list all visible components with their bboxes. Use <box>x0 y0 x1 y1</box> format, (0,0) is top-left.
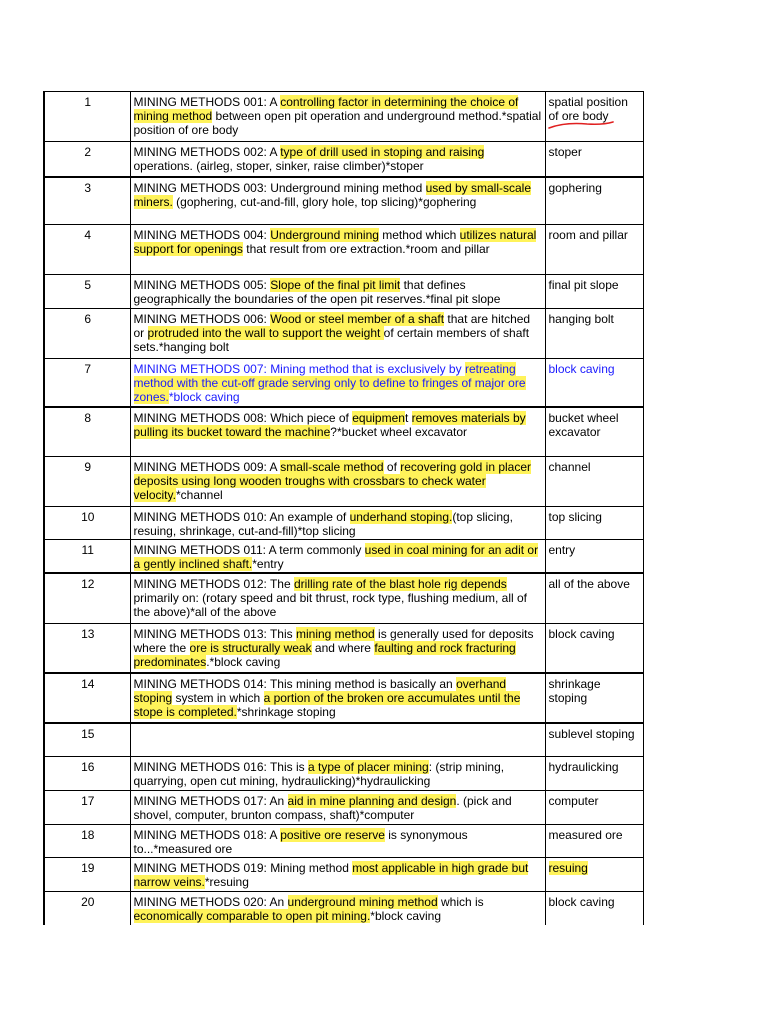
row-number: 2 <box>44 142 130 177</box>
question-text: MINING METHODS 008: Which piece of <box>133 410 353 425</box>
row-number: 13 <box>44 623 130 673</box>
row-number: 14 <box>44 673 130 723</box>
question-text: MINING METHODS 019: Mining method <box>133 860 353 875</box>
question-text: MINING METHODS 016: This is <box>133 759 308 774</box>
answer-cell <box>545 359 643 407</box>
question-text: MINING METHODS 007: Mining method that is exclusively by <box>133 362 465 376</box>
question-text: of <box>383 460 401 474</box>
question-text: *shrinkage stoping <box>236 705 336 719</box>
row-number: 1 <box>44 92 130 142</box>
question-text: *block caving <box>168 390 240 404</box>
highlighted-text: used by small-scale miners. <box>133 180 531 209</box>
answer-text: gophering <box>548 180 602 195</box>
highlighted-text: positive ore reserve <box>280 827 385 842</box>
question-text: MINING METHODS 003: Underground mining method <box>133 180 426 195</box>
question-text: MINING METHODS 005: <box>133 278 271 292</box>
question-cell <box>130 891 545 925</box>
answer-cell <box>545 540 643 574</box>
row-number: 5 <box>44 275 130 309</box>
table-row <box>44 359 643 407</box>
row-number: 19 <box>44 857 130 891</box>
question-text: MINING METHODS 012: The <box>133 577 294 591</box>
question-cell <box>130 359 545 407</box>
answer-cell <box>545 225 643 275</box>
question-text: MINING METHODS 009: A <box>133 460 281 474</box>
question-text: *resuing <box>204 874 249 889</box>
row-number: 9 <box>44 457 130 507</box>
red-underline-mark <box>547 121 617 131</box>
highlighted-text: controlling factor in determining the choice of mining method <box>133 95 519 123</box>
highlighted-text: faulting and rock fracturing predominates <box>133 640 516 669</box>
question-table-body <box>44 92 643 926</box>
table-row <box>44 573 643 623</box>
highlighted-text: underhand stoping. <box>349 510 453 524</box>
question-text: (top slicing, resuing, shrinkage, cut-and-fill)*top slicing <box>133 510 514 538</box>
question-cell <box>130 275 545 309</box>
table-row <box>44 824 643 857</box>
question-cell <box>130 540 545 574</box>
row-number: 12 <box>44 573 130 623</box>
row-number: 18 <box>44 824 130 857</box>
answer-cell <box>545 142 643 177</box>
answer-text: spatial position of ore body <box>548 95 628 123</box>
highlighted-text: Slope of the final pit limit <box>270 278 401 292</box>
question-cell <box>130 177 545 225</box>
table-row <box>44 92 643 142</box>
question-text: *channel <box>175 488 223 502</box>
answer-text: sublevel stoping <box>548 727 635 741</box>
question-cell <box>130 407 545 457</box>
answer-text: bucket wheel excavator <box>548 410 619 439</box>
question-text: MINING METHODS 011: A term commonly <box>133 543 365 557</box>
table-row <box>44 177 643 225</box>
row-number: 10 <box>44 507 130 540</box>
question-cell <box>130 790 545 824</box>
question-cell <box>130 309 545 359</box>
question-text: MINING METHODS 017: An <box>133 793 288 808</box>
table-row <box>44 507 643 540</box>
question-text: that defines geographically the boundaries of the open pit reserves.*final pit slope <box>133 278 501 306</box>
question-text: MINING METHODS 004: <box>133 228 271 242</box>
answer-text: room and pillar <box>548 228 628 242</box>
answer-cell <box>545 309 643 359</box>
highlighted-text: mining method <box>295 626 375 641</box>
question-cell <box>130 457 545 507</box>
question-text: .*block caving <box>206 654 281 669</box>
highlighted-text: small-scale method <box>280 460 384 474</box>
table-row <box>44 723 643 756</box>
table-row <box>44 540 643 574</box>
highlighted-text: recovering gold in placer deposits using long wooden troughs with crossbars to check water velocity. <box>133 460 532 502</box>
answer-cell <box>545 275 643 309</box>
question-text: *entry <box>252 557 284 571</box>
answer-text: all of the above <box>548 577 630 591</box>
question-cell <box>130 824 545 857</box>
highlighted-text: type of drill used in stoping and raising <box>280 145 485 159</box>
answer-text: block caving <box>548 894 615 909</box>
answer-cell <box>545 457 643 507</box>
answer-cell <box>545 756 643 790</box>
answer-text: stoper <box>548 145 582 159</box>
question-text: : (strip mining, quarrying, open cut mining, hydraulicking)*hydraulicking <box>133 759 505 788</box>
row-number: 6 <box>44 309 130 359</box>
table-row <box>44 407 643 457</box>
answer-cell <box>545 573 643 623</box>
highlighted-text: equipmen <box>352 410 405 425</box>
question-text: of certain members of shaft sets.*hanging bolt <box>133 326 530 354</box>
answer-cell <box>545 623 643 673</box>
answer-cell <box>545 407 643 457</box>
question-text: . (pick and shovel, computer, brunton compass, shaft)*computer <box>133 793 512 822</box>
answer-text: resuing <box>548 860 588 875</box>
answer-cell <box>545 857 643 891</box>
answer-cell <box>545 790 643 824</box>
question-text: method which <box>378 228 460 242</box>
row-number: 11 <box>44 540 130 574</box>
highlighted-text: aid in mine planning and design <box>287 793 457 808</box>
question-cell <box>130 756 545 790</box>
answer-text: shrinkage stoping <box>548 677 601 705</box>
table-row <box>44 756 643 790</box>
answer-text: measured ore <box>548 827 623 842</box>
highlighted-text: used in coal mining for an adit or a gently inclined shaft. <box>133 543 539 571</box>
answer-cell <box>545 723 643 756</box>
highlighted-text: protruded into the wall to support the weight <box>147 326 384 340</box>
highlighted-text: retreating method with the cut-off grade serving only to define to fringes of major ore zones. <box>133 362 526 404</box>
question-cell <box>130 573 545 623</box>
question-cell <box>130 857 545 891</box>
question-text: MINING METHODS 018: A <box>133 827 281 842</box>
question-cell <box>130 623 545 673</box>
answer-cell <box>545 891 643 925</box>
row-number: 8 <box>44 407 130 457</box>
answer-text: hydraulicking <box>548 759 619 774</box>
table-row <box>44 275 643 309</box>
answer-text: hanging bolt <box>548 312 614 326</box>
answer-text: entry <box>548 543 576 557</box>
highlighted-text: a portion of the broken ore accumulates until the stope is completed. <box>133 691 521 719</box>
question-text: that are hitched or <box>133 312 531 340</box>
highlighted-text: utilizes natural support for openings <box>133 228 537 256</box>
highlighted-text: removes materials by pulling its bucket toward the machine <box>133 410 526 439</box>
table-row <box>44 225 643 275</box>
table-row <box>44 623 643 673</box>
question-text: MINING METHODS 020: An <box>133 894 288 909</box>
answer-cell <box>545 92 643 142</box>
table-row <box>44 673 643 723</box>
table-row <box>44 457 643 507</box>
question-text: (gophering, cut-and-fill, glory hole, top slicing)*gophering <box>172 194 477 209</box>
question-text: is synonymous to...*measured ore <box>133 827 468 856</box>
question-text: MINING METHODS 014: This mining method is basically an <box>133 677 457 691</box>
row-number: 17 <box>44 790 130 824</box>
question-text: MINING METHODS 006: <box>133 312 271 326</box>
question-text: between open pit operation and underground method.*spatial position of ore body <box>133 109 542 137</box>
question-text: MINING METHODS 010: An example of <box>133 510 350 524</box>
answer-text: block caving <box>548 362 615 376</box>
question-text: MINING METHODS 001: A <box>133 95 281 109</box>
row-number: 7 <box>44 359 130 407</box>
question-cell <box>130 507 545 540</box>
row-number: 4 <box>44 225 130 275</box>
row-number: 15 <box>44 723 130 756</box>
question-text: that result from ore extraction.*room and pillar <box>242 242 490 256</box>
row-number: 20 <box>44 891 130 925</box>
table-row <box>44 857 643 891</box>
highlighted-text: a type of placer mining <box>307 759 429 774</box>
answer-wrap <box>549 95 641 123</box>
answer-cell <box>545 673 643 723</box>
question-cell <box>130 673 545 723</box>
answer-text: computer <box>548 793 599 808</box>
table-row <box>44 142 643 177</box>
table-row <box>44 891 643 925</box>
highlighted-text: most applicable in high grade but narrow veins. <box>133 860 529 889</box>
question-cell <box>130 142 545 177</box>
answer-cell <box>545 177 643 225</box>
question-text: system in which <box>172 691 264 705</box>
row-number: 16 <box>44 756 130 790</box>
table-row <box>44 790 643 824</box>
question-table <box>43 91 644 925</box>
question-text: which is <box>437 894 484 909</box>
answer-text: channel <box>548 460 591 474</box>
question-text: is generally used for deposits where the <box>133 626 534 655</box>
question-text: *block caving <box>370 908 442 923</box>
answer-cell <box>545 507 643 540</box>
highlighted-text: Wood or steel member of a shaft <box>270 312 445 326</box>
answer-text: top slicing <box>548 510 602 524</box>
answer-cell <box>545 824 643 857</box>
answer-text: block caving <box>548 626 615 641</box>
question-text: MINING METHODS 013: This <box>133 626 296 641</box>
question-text: t <box>404 410 412 425</box>
question-cell <box>130 92 545 142</box>
highlighted-text: overhand stoping <box>133 677 507 705</box>
highlighted-text: economically comparable to open pit mining. <box>133 908 371 923</box>
question-text: operations. (airleg, stoper, sinker, raise climber)*stoper <box>133 159 424 173</box>
row-number: 3 <box>44 177 130 225</box>
question-text: and where <box>311 640 375 655</box>
highlighted-text: drilling rate of the blast hole rig depends <box>293 577 507 591</box>
question-text: MINING METHODS 002: A <box>133 145 281 159</box>
answer-text: final pit slope <box>548 278 619 292</box>
question-cell <box>130 225 545 275</box>
question-cell <box>130 723 545 756</box>
question-text: ?*bucket wheel excavator <box>330 424 468 439</box>
table-row <box>44 309 643 359</box>
highlighted-text: ore is structurally weak <box>189 640 312 655</box>
highlighted-text: Underground mining <box>270 228 379 242</box>
question-text: primarily on: (rotary speed and bit thrust, rock type, flushing medium, all of the above)*all of the above <box>133 591 528 619</box>
highlighted-text: underground mining method <box>287 894 438 909</box>
